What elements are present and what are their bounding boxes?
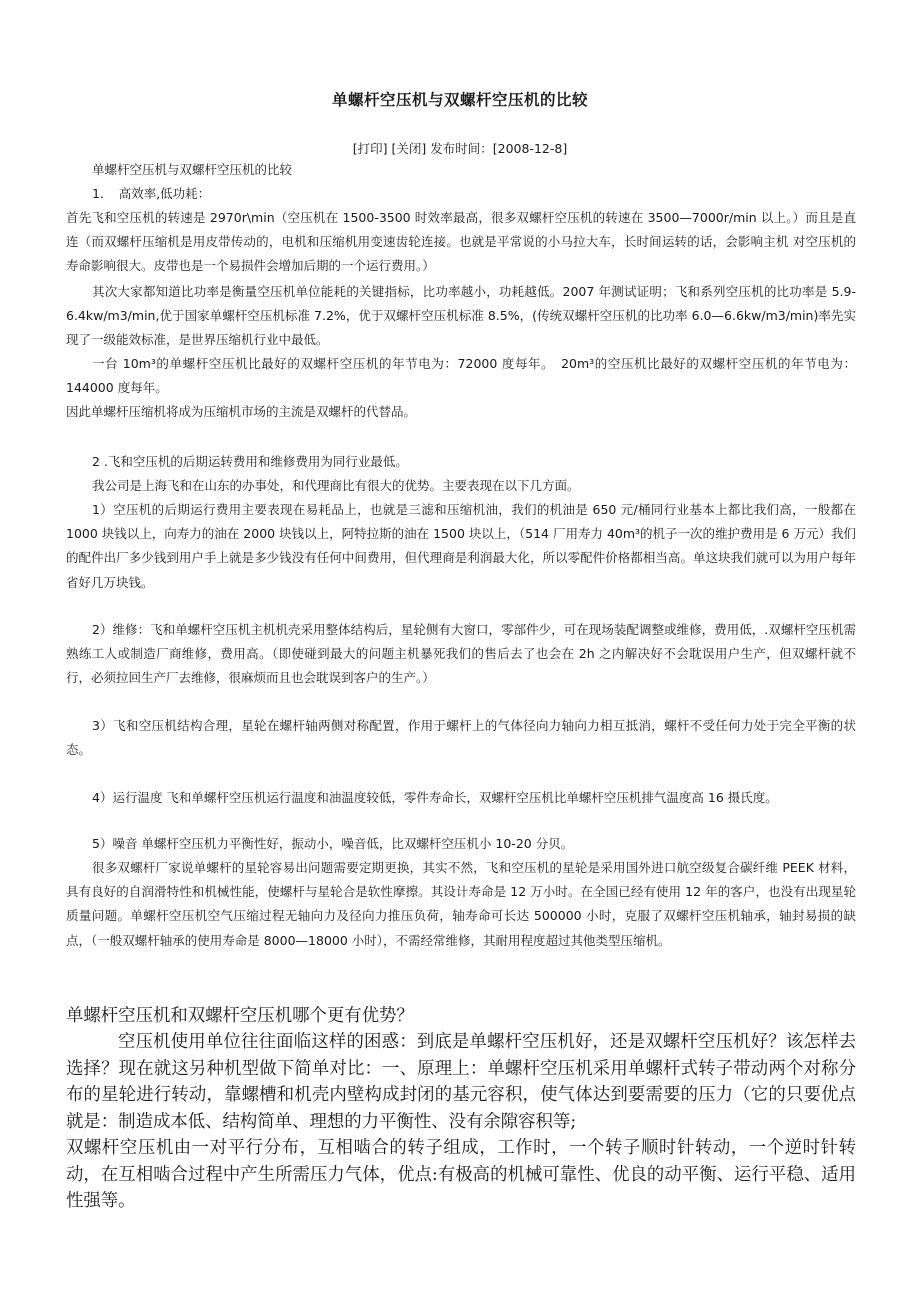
body-paragraph: 首先飞和空压机的转速是 2970r\min（空压机在 1500-3500 时效率最高，很多双螺杆空压机的转速在 3500—7000r/min 以上。）而且是直连（而双螺杆压缩机是用皮带传动的，电机和压缩机用变速齿轮连接。也就是平常说的小马拉大车，长时间运转的话，会影响主机 对空压机的寿命影响很大。皮带也是一个易损件会增加后期的一个运行费用。） (66, 210, 856, 274)
body-paragraph: 一台 10m³的单螺杆空压机比最好的双螺杆空压机的年节电为：72000 度每年。 20m³的空压机比最好的双螺杆空压机的年节电为：144000 度每年。 (66, 356, 856, 396)
page-title: 单螺杆空压机与双螺杆空压机的比较 (331, 91, 588, 109)
body-paragraph: 4）运行温度 飞和单螺杆空压机运行温度和油温度较低，零件寿命长，双螺杆空压机比单螺杆空压机排气温度高 16 摄氏度。 (92, 790, 778, 805)
body-paragraph: 5）噪音 单螺杆空压机力平衡性好，振动小，噪音低，比双螺杆空压机小 10-20 分贝。 (92, 836, 574, 851)
body-paragraph: 其次大家都知道比功率是衡量空压机单位能耗的关键指标，比功率越小，功耗越低。2007 年测试证明；飞和系列空压机的比功率是 5.9-6.4kw/m3/min,优于国家单螺杆空压机标准 7.2%，优于双螺杆空压机标准 8.5%，(传统双螺杆空压机的比功率 6.0—6.6kw/m3/min)率先实现了一级能效标准，是世界压缩机行业中最低。 (66, 284, 856, 348)
body-paragraph: 2）维修：飞和单螺杆空压机主机机壳采用整体结构后，星轮侧有大窗口，零部件少，可在现场装配调整或维修，费用低，.双螺杆空压机需熟练工人或制造厂商维修，费用高。（即使碰到最大的问题主机暴死我们的售后去了也会在 2h 之内解决好不会耽误用户生产，但双螺杆就不行，必须拉回生产厂去维修，很麻烦而且也会耽误到客户的生产。） (66, 622, 856, 686)
close-link[interactable]: [关闭] (391, 141, 427, 156)
body-paragraph: 我公司是上海飞和在山东的办事处，和代理商比有很大的优势。主要表现在以下几方面。 (92, 478, 580, 493)
article-meta (0, 139, 920, 157)
print-link[interactable]: [打印] (352, 141, 388, 156)
body-paragraph: 很多双螺杆厂家说单螺杆的星轮容易出问题需要定期更换，其实不然，飞和空压机的星轮是采用国外进口航空级复合碳纤维 PEEK 材料，具有良好的自润滑特性和机械性能，使螺杆与星轮合是软性摩擦。其设计寿命是 12 万小时。在全国已经有使用 12 年的客户，也没有出现星轮质量问题。单螺杆空压机空气压缩过程无轴向力及径向力推压负荷，轴寿命可长达 500000 小时，克服了双螺杆空压机轴承，轴封易损的缺点，（一般双螺杆轴承的使用寿命是 8000—18000 小时），不需经常维修，其耐用程度超过其他类型压缩机。 (66, 860, 856, 948)
body-paragraph: 因此单螺杆压缩机将成为压缩机市场的主流是双螺杆的代替品。 (66, 404, 417, 419)
body-paragraph: 3）飞和空压机结构合理，星轮在螺杆轴两侧对称配置，作用于螺杆上的气体径向力轴向力相互抵消，螺杆不受任何力处于完全平衡的状态。 (66, 718, 856, 758)
body-paragraph: 1）空压机的后期运行费用主要表现在易耗品上，也就是三滤和压缩机油，我们的机油是 650 元/桶同行业基本上都比我们高，一般都在 1000 块钱以上，向寿力的油在 2000 块钱以上，阿特拉斯的油在 1500 块以上，（514 厂用寿力 40m³的机子一次的维护费用是 6 万元）我们的配件出厂多少钱到用户手上就是多少钱没有任何中间费用，但代理商是利润最大化，所以零配件价格都相当高。单这块我们就可以为用户每年省好几万块钱。 (66, 502, 856, 590)
body-paragraph-large: 双螺杆空压机由一对平行分布，互相啮合的转子组成，工作时，一个转子顺时针转动，一个逆时针转动，在互相啮合过程中产生所需压力气体，优点:有极高的机械可靠性、优良的动平衡、运行平稳、适用性强等。 (66, 1138, 856, 1212)
point-2-heading: 2 .飞和空压机的后期运转费用和维修费用为同行业最低。 (92, 454, 408, 469)
point-1-heading: 1． 高效率,低功耗： (92, 186, 211, 201)
subtitle-paragraph: 单螺杆空压机与双螺杆空压机的比较 (92, 162, 293, 177)
publish-date: 发布时间：[2008-12-8] (430, 141, 568, 156)
body-paragraph-large: 空压机使用单位往往面临这样的困惑：到底是单螺杆空压机好，还是双螺杆空压机好？该怎样去选择？现在就这另种机型做下简单对比：一、原理上：单螺杆空压机采用单螺杆式转子带动两个对称分布的星轮进行转动，靠螺槽和机壳内壁构成封闭的基元容积，使气体达到要需要的压力（它的只要优点就是：制造成本低、结构简单、理想的力平衡性、没有余隙容积等; (66, 1032, 856, 1132)
section-heading: 单螺杆空压机和双螺杆空压机哪个更有优势？ (66, 1006, 414, 1026)
